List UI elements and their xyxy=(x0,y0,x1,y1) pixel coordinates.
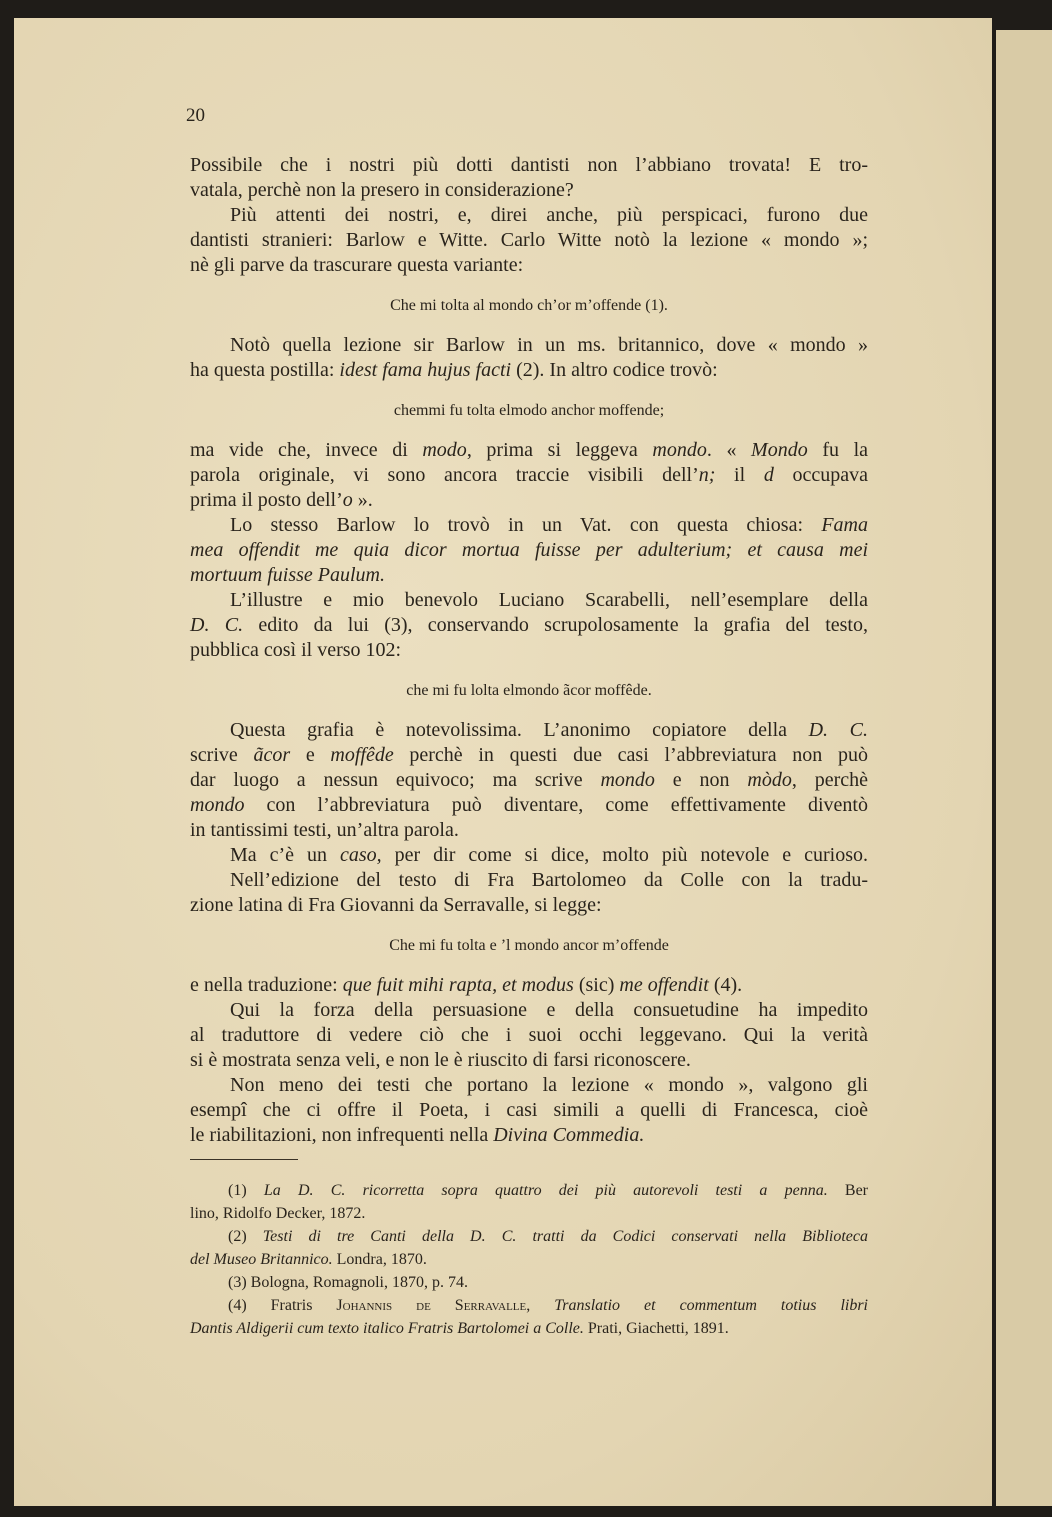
next-page-edge xyxy=(996,30,1052,1506)
text-run: (2). In altro codice trovò: xyxy=(511,359,718,381)
text-run: si è mostrata senza veli, e non le è riuscito di farsi riconoscere. xyxy=(190,1049,691,1071)
text-run: (4). xyxy=(708,974,743,996)
paragraph-line xyxy=(190,1123,868,1148)
paragraph-line xyxy=(230,513,868,538)
italic-text: mondo xyxy=(600,769,655,791)
text-run: Londra, 1870. xyxy=(332,1251,427,1268)
text-run: per dir come si dice, molto più notevole e curioso. xyxy=(381,844,869,866)
italic-text: d xyxy=(763,464,774,486)
text-run: Notò quella lezione sir Barlow in un ms. britannico, dove « mondo » xyxy=(230,334,868,356)
text-run: Non meno dei testi che portano la lezione « mondo », valgono gli xyxy=(230,1074,868,1096)
text-run: (2) xyxy=(228,1228,263,1245)
text-run: , perchè xyxy=(791,769,868,791)
paragraph-line xyxy=(230,998,868,1023)
italic-text: modo xyxy=(422,439,467,461)
text-run: zione latina di Fra Giovanni da Serravalle, si legge: xyxy=(190,894,602,916)
italic-text: Dantis Aldigerii cum texto italico Fratris Bartolomei a Colle. xyxy=(190,1320,584,1337)
text-run: dar luogo a nessun equivoco; ma scrive xyxy=(190,769,601,791)
text-run: (1) xyxy=(228,1182,264,1199)
footnote-line xyxy=(190,1202,868,1225)
footnote-line xyxy=(228,1179,868,1202)
italic-text: Mondo xyxy=(751,439,808,461)
verse-quotation xyxy=(190,933,868,958)
text-run: vatala, perchè non la presero in considerazione? xyxy=(190,179,574,201)
text-run: fu la xyxy=(807,439,869,461)
verse-quotation xyxy=(190,678,868,703)
paragraph-line xyxy=(190,1023,868,1048)
paragraph-line xyxy=(190,178,868,203)
paragraph-line xyxy=(230,333,868,358)
italic-text: Testi di tre Canti della D. C. tratti da Codici conservati nella Biblioteca xyxy=(262,1228,868,1245)
text-run: le riabilitazioni, non infrequenti nella xyxy=(190,1124,494,1146)
italic-text: idest fama hujus facti xyxy=(339,359,512,381)
text-run: Johannis de Serravalle xyxy=(336,1297,527,1314)
footnote-separator xyxy=(190,1159,298,1160)
italic-text: que fuit mihi rapta, et modus xyxy=(342,974,574,996)
text-run: dantisti stranieri: Barlow e Witte. Carlo Witte notò la lezione « mondo »; xyxy=(190,229,868,251)
text-run: parola originale, vi sono ancora traccie visibili dell’ xyxy=(190,464,699,486)
footnote-line xyxy=(228,1271,868,1294)
text-run: scrive xyxy=(190,744,254,766)
text-run: occupava xyxy=(773,464,868,486)
italic-text: caso, xyxy=(340,844,382,866)
text-run: al traduttore di vedere ciò che i suoi occhi leggevano. Qui la verità xyxy=(190,1024,868,1046)
italic-text: o xyxy=(342,489,353,511)
italic-text: moffêde xyxy=(330,744,394,766)
italic-text: mortuum fuisse Paulum. xyxy=(190,564,385,586)
paragraph-line xyxy=(190,488,868,513)
italic-text: mòdo xyxy=(747,769,792,791)
text-run: che mi fu lolta elmondo ãcor moffêde. xyxy=(406,682,652,699)
italic-text: La D. C. ricorretta sopra quattro dei più autorevoli testi a penna. xyxy=(263,1182,828,1199)
text-run: , xyxy=(526,1297,555,1314)
italic-text: mondo xyxy=(190,794,245,816)
paragraph-line xyxy=(230,203,868,228)
text-run: (sic) xyxy=(573,974,620,996)
text-run: Che mi tolta al mondo ch’or m’offende (1). xyxy=(390,297,668,314)
paragraph-line xyxy=(190,228,868,253)
paragraph-line xyxy=(190,973,868,998)
text-run: e non xyxy=(654,769,748,791)
paragraph-line xyxy=(190,613,868,638)
paragraph-line xyxy=(190,638,868,663)
italic-text: mea offendit me quia dicor mortua fuisse per adulterium; et causa mei xyxy=(190,539,868,561)
text-run: e nella traduzione: xyxy=(190,974,343,996)
paragraph-line xyxy=(230,868,868,893)
text-run: Questa grafia è notevolissima. L’anonimo copiatore della xyxy=(230,719,809,741)
paragraph-line xyxy=(190,793,868,818)
paragraph-line xyxy=(190,1048,868,1073)
text-run: il xyxy=(715,464,764,486)
text-run: chemmi fu tolta elmodo anchor moffende; xyxy=(393,402,665,419)
text-run: ». xyxy=(352,489,373,511)
paragraph-line xyxy=(190,538,868,563)
text-run: esempî che ci offre il Poeta, i casi simili a quelli di Francesca, cioè xyxy=(190,1099,868,1121)
paragraph-line xyxy=(230,588,868,613)
paragraph-line xyxy=(190,893,868,918)
paragraph-line xyxy=(230,1073,868,1098)
text-run: Lo stesso Barlow lo trovò in un Vat. con questa chiosa: xyxy=(230,514,822,536)
paragraph-line xyxy=(190,438,868,463)
paragraph-line xyxy=(230,718,868,743)
footnote-line xyxy=(228,1294,868,1317)
text-run: Nell’edizione del testo di Fra Bartolomeo da Colle con la tradu- xyxy=(230,869,868,891)
verse-quotation xyxy=(190,293,868,318)
italic-text: mondo xyxy=(652,439,707,461)
footnote-line xyxy=(190,1317,868,1340)
page-number: 20 xyxy=(186,105,205,126)
text-run: ha questa postilla: xyxy=(190,359,340,381)
italic-text: Translatio et commentum totius libri xyxy=(554,1297,869,1314)
text-run: (3) Bologna, Romagnoli, 1870, p. 74. xyxy=(228,1274,468,1291)
italic-text: D. C. xyxy=(808,719,868,741)
text-run: e xyxy=(290,744,331,766)
text-run: perchè in questi due casi l’abbreviatura non può xyxy=(393,744,868,766)
italic-text: D. C. xyxy=(190,614,244,636)
text-run: Ma c’è un xyxy=(230,844,341,866)
italic-text: ãcor xyxy=(253,744,291,766)
italic-text: Divina Commedia. xyxy=(493,1124,645,1146)
text-run: Che mi fu tolta e ’l mondo ancor m’offende xyxy=(389,937,669,954)
text-run: Più attenti dei nostri, e, direi anche, più perspicaci, furono due xyxy=(230,204,868,226)
text-run: . « xyxy=(706,439,752,461)
italic-text: Fama xyxy=(821,514,868,536)
verse-quotation xyxy=(190,398,868,423)
text-run: L’illustre e mio benevolo Luciano Scarabelli, nell’esemplare della xyxy=(230,589,868,611)
italic-text: del Museo Britannico. xyxy=(190,1251,333,1268)
text-run: Qui la forza della persuasione e della consuetudine ha impedito xyxy=(230,999,868,1021)
paragraph-line xyxy=(190,153,868,178)
paragraph-line xyxy=(190,253,868,278)
paragraph-line xyxy=(190,563,868,588)
text-run: nè gli parve da trascurare questa variante: xyxy=(190,254,524,276)
text-run: in tantissimi testi, un’altra parola. xyxy=(190,819,459,841)
text-run: prima il posto dell’ xyxy=(190,489,343,511)
italic-text: me offendit xyxy=(619,974,709,996)
footnote-line xyxy=(228,1225,868,1248)
paragraph-line xyxy=(190,463,868,488)
paragraph-line xyxy=(230,843,868,868)
paragraph-line xyxy=(190,818,868,843)
text-run: , prima si leggeva xyxy=(466,439,653,461)
text-run: edito da lui (3), conservando scrupolosamente la grafia del testo, xyxy=(243,614,868,636)
paragraph-line xyxy=(190,743,868,768)
text-run: pubblica così il verso 102: xyxy=(190,639,402,661)
text-run: Ber xyxy=(827,1182,869,1199)
text-run: Possibile che i nostri più dotti dantisti non l’abbiano trovata! E tro- xyxy=(190,154,868,176)
text-run: lino, Ridolfo Decker, 1872. xyxy=(190,1205,366,1222)
text-run: con l’abbreviatura può diventare, come effettivamente diventò xyxy=(244,794,868,816)
text-run: Prati, Giachetti, 1891. xyxy=(583,1320,729,1337)
paragraph-line xyxy=(190,358,868,383)
italic-text: n; xyxy=(698,464,716,486)
text-run: (4) Fratris xyxy=(228,1297,337,1314)
paragraph-line xyxy=(190,768,868,793)
footnote-line xyxy=(190,1248,868,1271)
paragraph-line xyxy=(190,1098,868,1123)
text-run: ma vide che, invece di xyxy=(190,439,423,461)
